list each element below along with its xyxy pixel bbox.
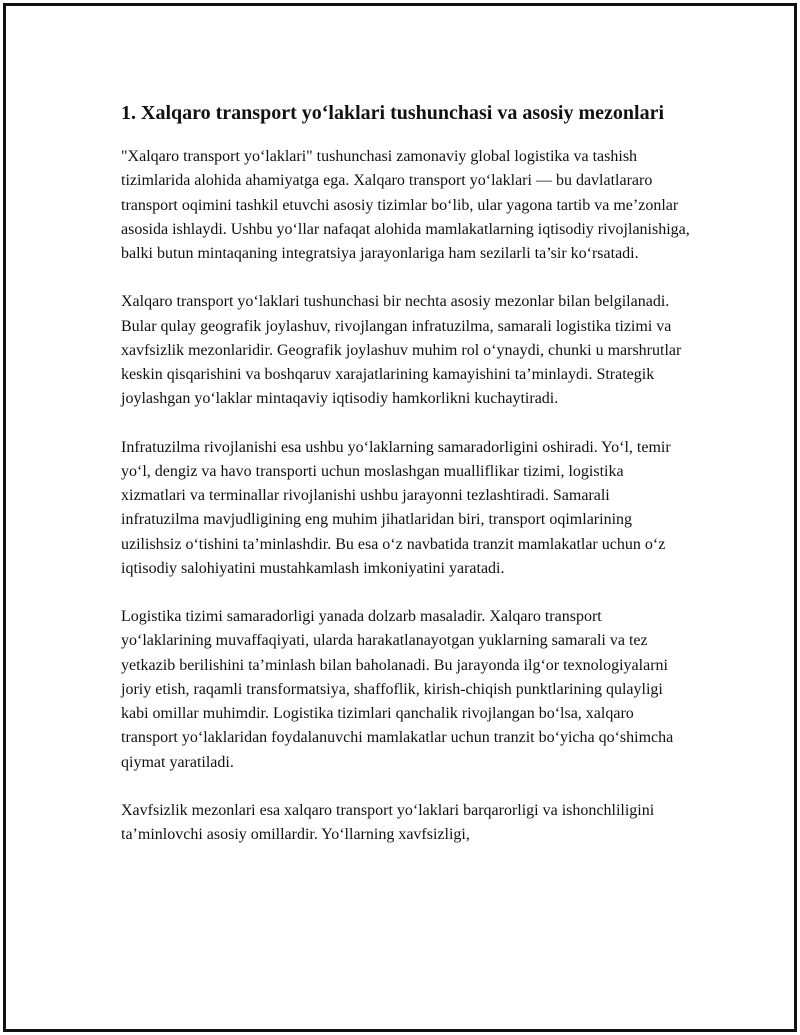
section-heading: 1. Xalqaro transport yo‘laklari tushunchasi va asosiy mezonlari [121,102,664,124]
paragraph-5: Xavfsizlik mezonlari esa xalqaro transport yo‘laklari barqarorligi va ishonchliligini ta’minlovchi asosiy omillardir. Yo‘llarning xavfsizligi, [121,801,655,843]
document-body [121,98,691,871]
page-frame [3,3,797,1032]
paragraph-2: Xalqaro transport yo‘laklari tushunchasi bir nechta asosiy mezonlar bilan belgilanadi. Bular qulay geografik joylashuv, rivojlangan infratuzilma, samarali logistika tizimi va xavfsizlik mezonlaridir. Geografik joylashuv muhim rol o‘ynaydi, chunki u marshrutlar keskin qisqarishini va boshqaruv xarajatlarining kamayishini ta’minlaydi. Strategik joylashgan yo‘laklar mintaqaviy iqtisodiy hamkorlikni kuchaytiradi. [121,293,682,408]
paragraph-3: Infratuzilma rivojlanishi esa ushbu yo‘laklarning samaradorligini oshiradi. Yo‘l, temir yo‘l, dengiz va havo transporti uchun moslashgan mualliflikar tizimi, logistika xizmatlari va terminallar rivojlanishi ushbu jarayonni tezlashtiradi. Samarali infratuzilma mavjudligining eng muhim jihatlaridan biri, transport oqimlarining uzilishsiz o‘tishini ta’minlashdir. Bu esa o‘z navbatida tranzit mamlakatlar uchun o‘z iqtisodiy salohiyatini mustahkamlash imkoniyatini yaratadi. [121,438,671,577]
paragraph-1: "Xalqaro transport yo‘laklari" tushunchasi zamonaviy global logistika va tashish tizimlarida alohida ahamiyatga ega. Xalqaro transport yo‘laklari — bu davlatlararo transport oqimini tashkil etuvchi asosiy tizimlar bo‘lib, ular yagona tartib va me’zonlar asosida ishlaydi. Ushbu yo‘llar nafaqat alohida mamlakatlarning iqtisodiy rivojlanishiga, balki butun mintaqaning integratsiya jarayonlariga ham sezilarli ta’sir ko‘rsatadi. [121,148,690,262]
paragraph-4: Logistika tizimi samaradorligi yanada dolzarb masaladir. Xalqaro transport yo‘laklarining muvaffaqiyati, ularda harakatlanayotgan yuklarning samarali va tez yetkazib berilishini ta’minlash bilan baholanadi. Bu jarayonda ilg‘or texnologiyalarni joriy etish, raqamli transformatsiya, shaffoflik, kirish-chiqish punktlarining qulayligi kabi omillar muhimdir. Logistika tizimlari qanchalik rivojlangan bo‘lsa, xalqaro transport yo‘laklaridan foydalanuvchi mamlakatlar uchun tranzit bo‘yicha qo‘shimcha qiymat yaratiladi. [121,608,674,771]
